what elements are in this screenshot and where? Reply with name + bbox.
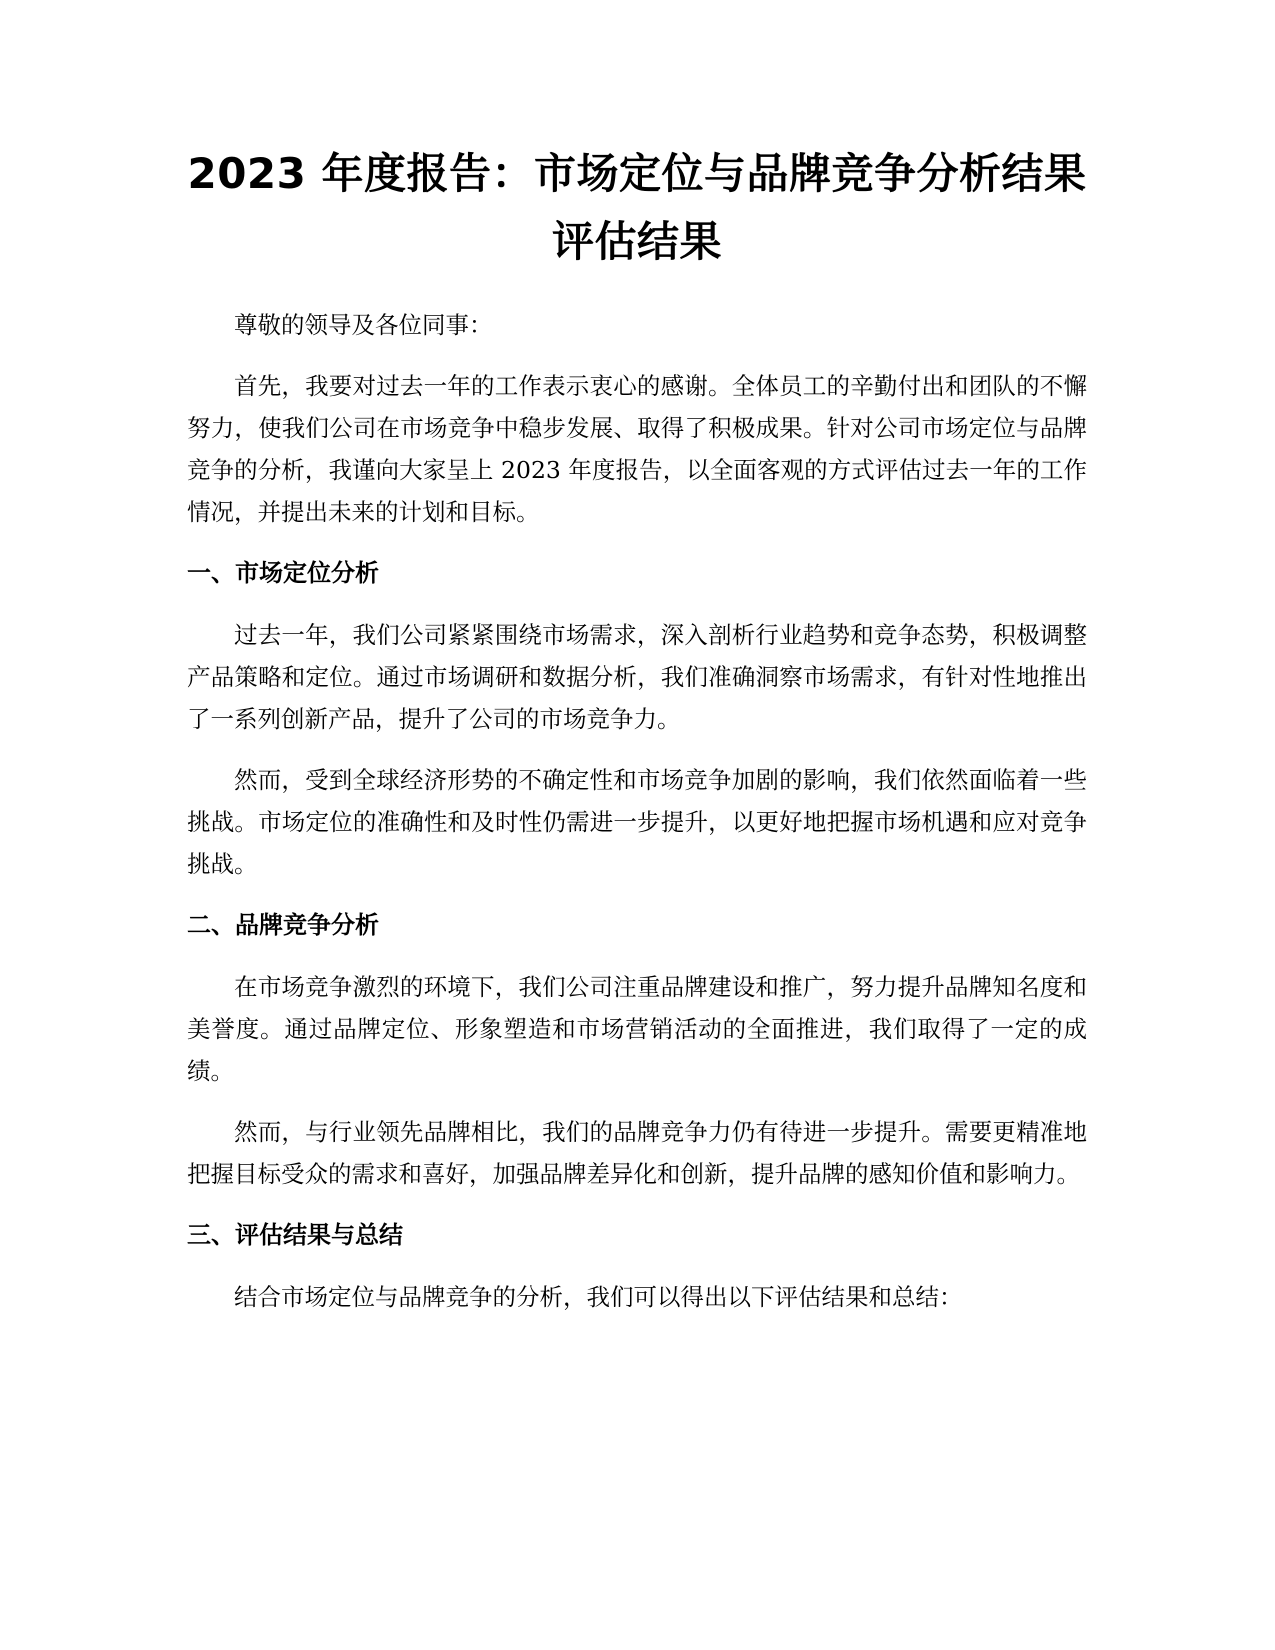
intro-paragraph: 首先，我要对过去一年的工作表示衷心的感谢。全体员工的辛勤付出和团队的不懈努力，使我们公司在市场竞争中稳步发展、取得了积极成果。针对公司市场定位与品牌竞争的分析，我谨向大家呈上 2023 年度报告，以全面客观的方式评估过去一年的工作情况，并提出未来的计划和目标。 bbox=[187, 372, 1087, 526]
section-paragraph: 过去一年，我们公司紧紧围绕市场需求，深入剖析行业趋势和竞争态势，积极调整产品策略和定位。通过市场调研和数据分析，我们准确洞察市场需求，有针对性地推出了一系列创新产品，提升了公司的市场竞争力。 bbox=[187, 621, 1087, 733]
section-paragraph: 结合市场定位与品牌竞争的分析，我们可以得出以下评估结果和总结： bbox=[234, 1283, 963, 1311]
salutation: 尊敬的领导及各位同事： bbox=[234, 311, 493, 339]
section-paragraph: 在市场竞争激烈的环境下，我们公司注重品牌建设和推广，努力提升品牌知名度和美誉度。通过品牌定位、形象塑造和市场营销活动的全面推进，我们取得了一定的成绩。 bbox=[187, 973, 1087, 1085]
section-paragraph: 然而，受到全球经济形势的不确定性和市场竞争加剧的影响，我们依然面临着一些挑战。市场定位的准确性和及时性仍需进一步提升，以更好地把握市场机遇和应对竞争挑战。 bbox=[187, 766, 1087, 878]
document-title: 2023 年度报告：市场定位与品牌竞争分析结果评估结果 bbox=[187, 149, 1087, 266]
section-heading-brand-competition: 二、品牌竞争分析 bbox=[187, 911, 379, 939]
section-heading-market-positioning: 一、市场定位分析 bbox=[187, 559, 379, 587]
section-paragraph: 然而，与行业领先品牌相比，我们的品牌竞争力仍有待进一步提升。需要更精准地把握目标受众的需求和喜好，加强品牌差异化和创新，提升品牌的感知价值和影响力。 bbox=[187, 1118, 1087, 1188]
document-body bbox=[187, 140, 1087, 1337]
section-heading-evaluation-summary: 三、评估结果与总结 bbox=[187, 1221, 403, 1249]
